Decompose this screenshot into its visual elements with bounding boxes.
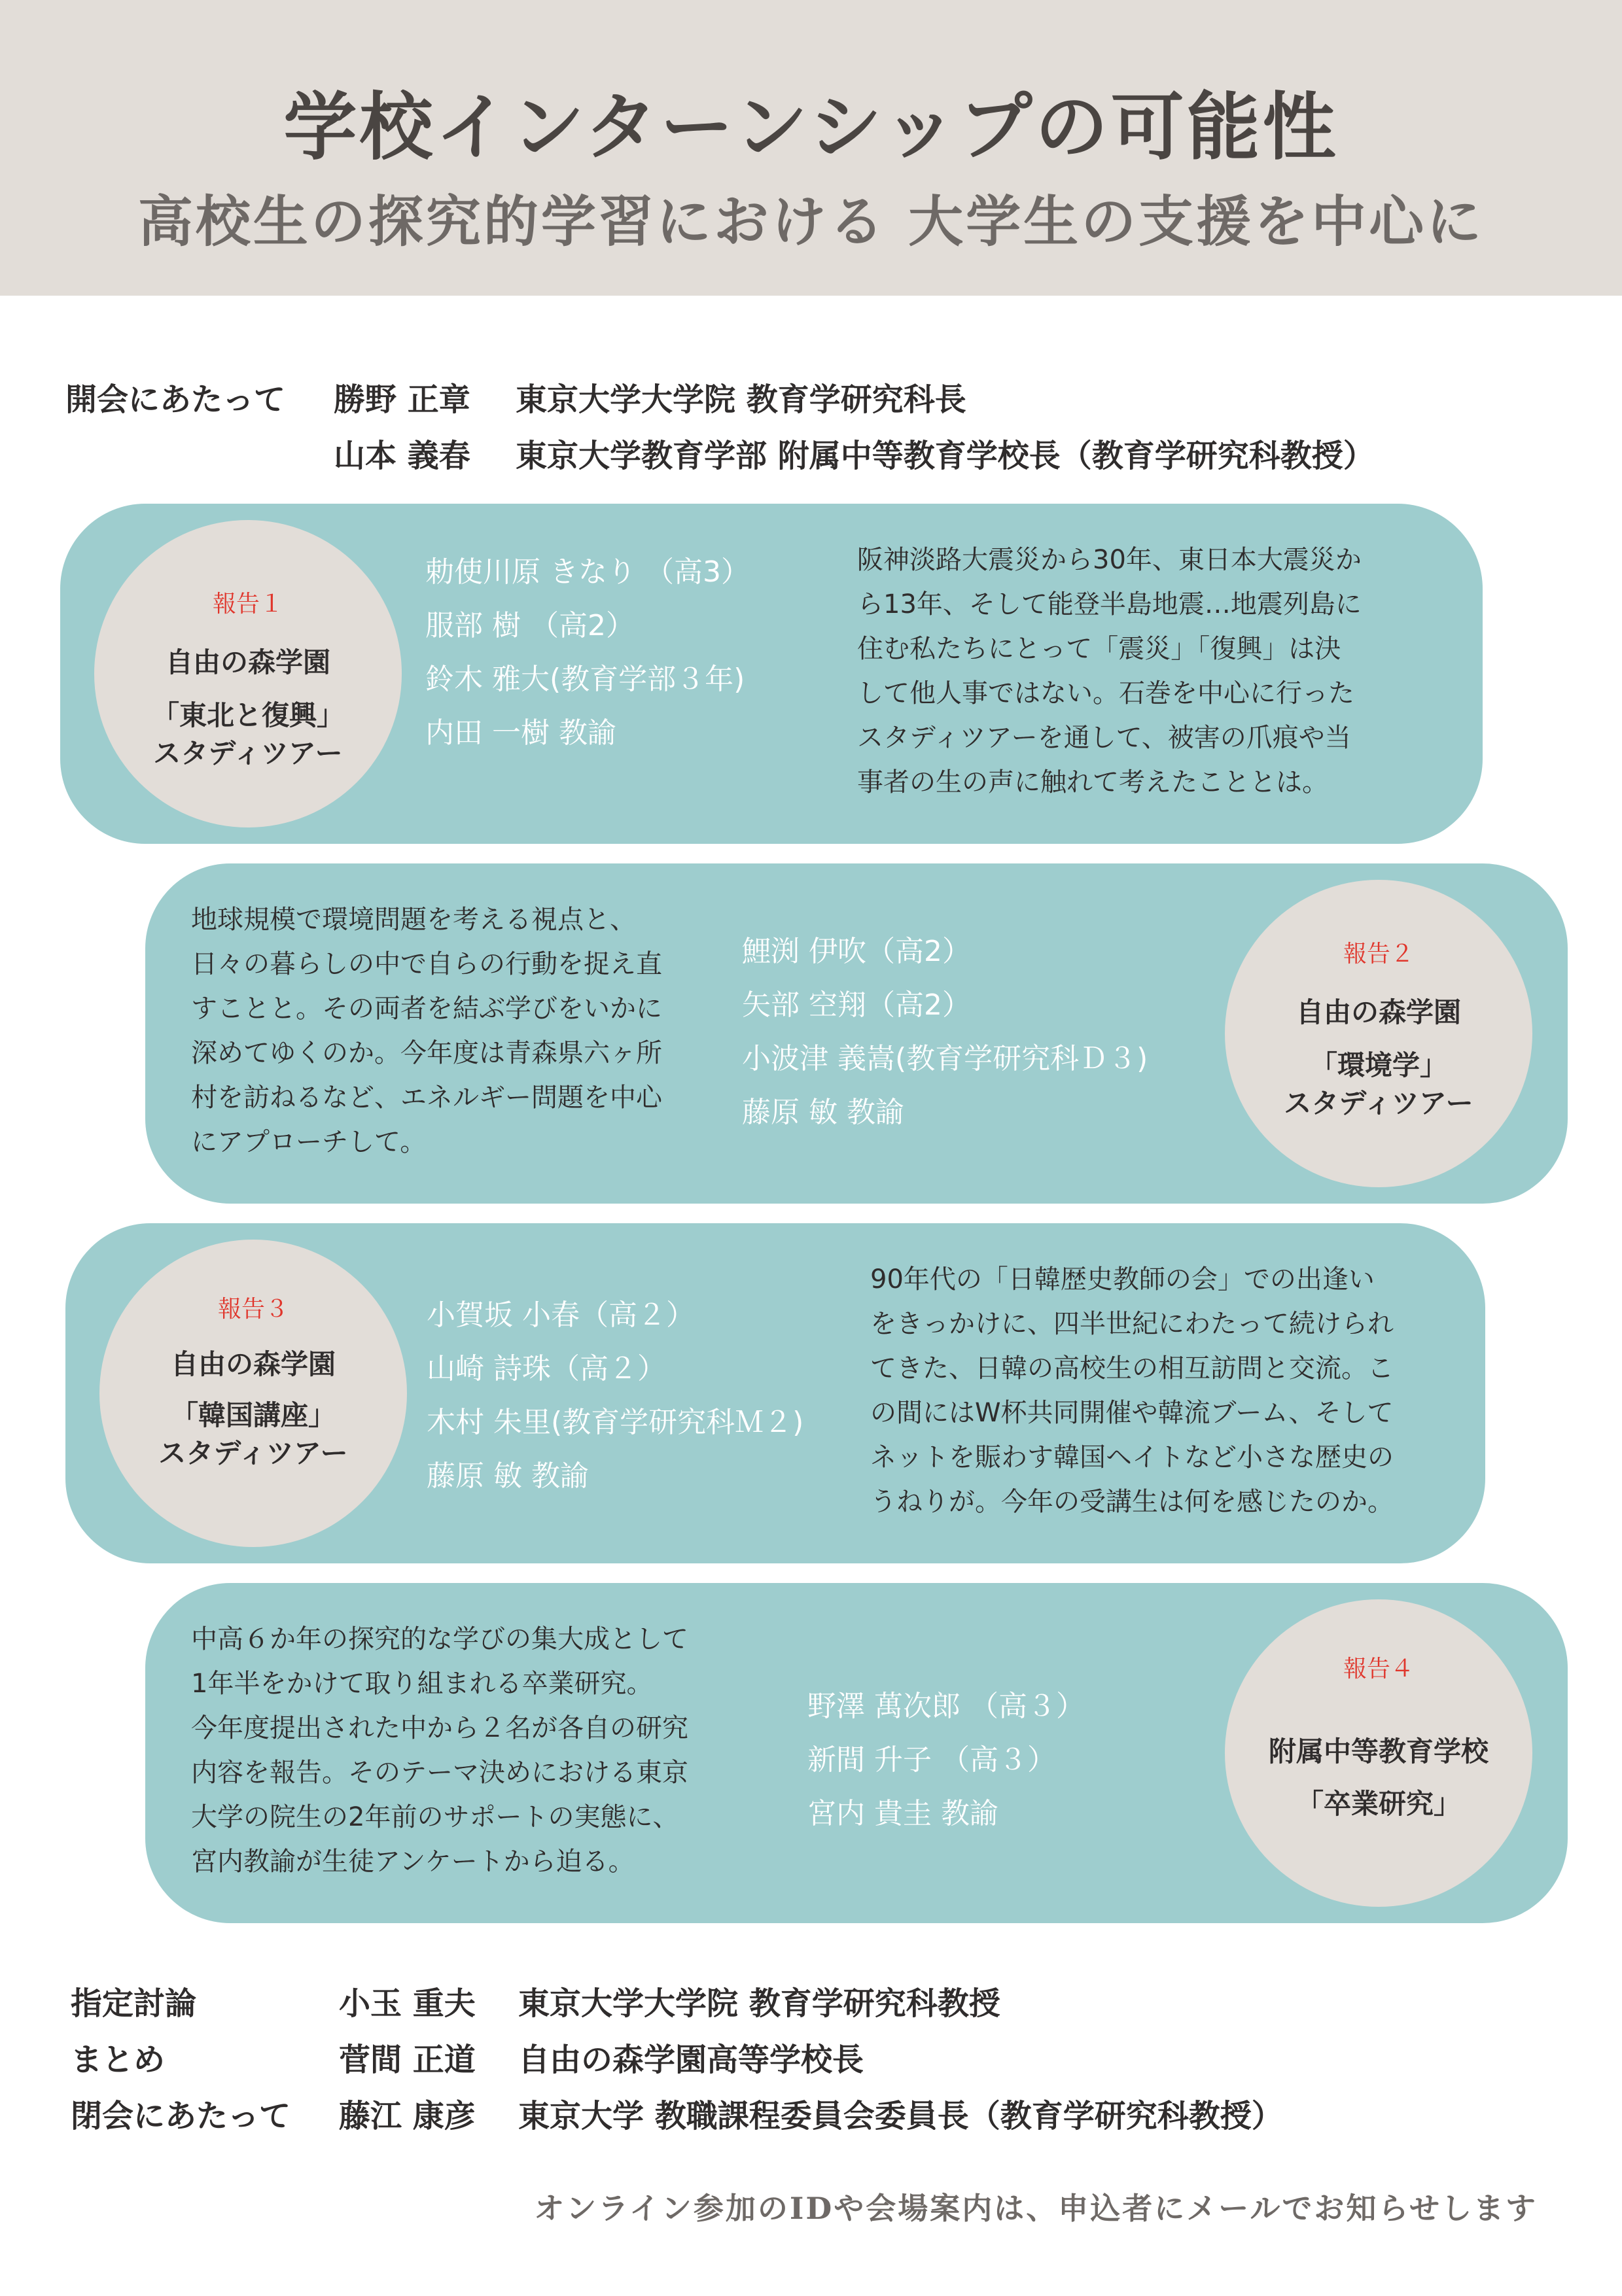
description-line: ネットを賑わす韓国ヘイトなど小さな歴史の: [870, 1442, 1394, 1472]
report-label: 報告２: [1343, 941, 1414, 967]
report-school: 自由の森学園: [170, 1348, 336, 1380]
member-name: 矢部 空翔（高2）: [742, 988, 971, 1022]
description-line: 村を訪ねるなど、エネルギー問題を中心: [191, 1083, 662, 1113]
agenda-affiliation: 東京大学 教職課程委員会委員長（教育学研究科教授）: [518, 2098, 1283, 2134]
description-line: 90年代の「日韓歴史教師の会」での出逢い: [870, 1264, 1375, 1295]
member-name: 服部 樹 （高2）: [425, 609, 635, 642]
report-description: [191, 897, 662, 1164]
description-line: 中高６か年の探究的な学びの集大成として: [191, 1624, 688, 1654]
description-line: して他人事ではない。石巻を中心に行った: [857, 678, 1354, 708]
agenda-name: 菅間 正道: [339, 2042, 476, 2078]
report-description: [857, 538, 1362, 805]
description-line: 事者の生の声に触れて考えたこととは。: [857, 767, 1328, 797]
member-name: 内田 一樹 教諭: [425, 716, 616, 750]
report-school: 自由の森学園: [165, 646, 330, 678]
report-school: 附属中等教育学校: [1268, 1735, 1489, 1767]
report-topic: スタディツアー: [153, 737, 343, 769]
agenda-affiliation: 東京大学大学院 教育学研究科教授: [518, 1985, 1000, 2022]
agenda-name: 藤江 康彦: [339, 2098, 476, 2134]
report-description: [191, 1617, 688, 1884]
description-line: 内容を報告。そのテーマ決めにおける東京: [191, 1758, 688, 1788]
report-members: [427, 1289, 803, 1503]
report-label: 報告３: [217, 1296, 289, 1323]
description-line: ら13年、そして能登半島地震…地震列島に: [857, 589, 1362, 619]
member-name: 野澤 萬次郎 （高３）: [807, 1690, 1085, 1723]
report-school: 自由の森学園: [1296, 996, 1461, 1028]
member-name: 小賀坂 小春（高２）: [427, 1298, 695, 1332]
report-topic: スタディツアー: [1284, 1087, 1473, 1119]
description-line: 阪神淡路大震災から30年、東日本大震災か: [857, 545, 1362, 575]
report-badge: [99, 1240, 407, 1547]
description-line: 住む私たちにとって「震災」「復興」は決: [857, 634, 1341, 664]
agenda-role: 閉会にあたって: [71, 2098, 291, 2134]
description-line: 1年半をかけて取り組まれる卒業研究。: [191, 1669, 653, 1699]
report-members: [425, 546, 750, 760]
page-title: 学校インターンシップの可能性: [283, 85, 1339, 170]
footer-note: オンライン参加のIDや会場案内は、申込者にメールでお知らせします: [534, 2191, 1538, 2226]
description-line: 地球規模で環境問題を考える視点と、: [191, 905, 636, 935]
description-line: スタディツアーを通して、被害の爪痕や当: [857, 723, 1351, 753]
report-topic: 「東北と復興」: [151, 699, 344, 731]
member-name: 宮内 貴圭 教諭: [807, 1797, 998, 1830]
agenda-affiliation: 東京大学大学院 教育学研究科長: [516, 381, 966, 418]
description-line: 深めてゆくのか。今年度は青森県六ヶ所: [191, 1038, 662, 1068]
description-line: 日々の暮らしの中で自らの行動を捉え直: [191, 949, 662, 979]
agenda-affiliation: 東京大学教育学部 附属中等教育学校長（教育学研究科教授）: [516, 438, 1375, 474]
report-members: [742, 925, 1148, 1139]
member-name: 勅使川原 きなり （高3）: [425, 555, 750, 589]
member-name: 鯉渕 伊吹（高2）: [742, 935, 971, 968]
agenda-name: 山本 義春: [334, 438, 470, 474]
agenda-role: 指定討論: [71, 1985, 197, 2022]
description-line: 大学の院生の2年前のサポートの実態に、: [191, 1802, 679, 1832]
report-topic: スタディツアー: [158, 1437, 348, 1469]
report-card-2: [145, 863, 1568, 1204]
agenda-role: まとめ: [71, 2042, 166, 2078]
member-name: 小波津 義嵩(教育学研究科Ｄ３): [742, 1042, 1148, 1075]
agenda-affiliation: 自由の森学園高等学校長: [518, 2042, 864, 2078]
description-line: をきっかけに、四半世紀にわたって続けられ: [870, 1309, 1394, 1339]
report-topic: 「卒業研究」: [1296, 1788, 1461, 1820]
description-line: にアプローチして。: [191, 1127, 427, 1157]
report-label: 報告４: [1343, 1656, 1414, 1682]
member-name: 藤原 敏 教諭: [427, 1459, 589, 1493]
header-banner: [0, 0, 1622, 296]
description-line: の間にはW杯共同開催や韓流ブーム、そして: [870, 1398, 1394, 1428]
report-topic: 「環境学」: [1309, 1049, 1447, 1081]
report-card-4: [145, 1583, 1568, 1923]
agenda-role: 開会にあたって: [65, 381, 286, 418]
report-badge: [94, 520, 402, 827]
member-name: 山崎 詩珠（高２）: [427, 1352, 666, 1385]
report-topic: 「韓国講座」: [170, 1399, 336, 1431]
report-members: [807, 1680, 1085, 1841]
report-badge: [1225, 1599, 1532, 1907]
description-line: てきた、日韓の高校生の相互訪問と交流。こ: [870, 1353, 1394, 1383]
member-name: 木村 朱里(教育学研究科Ｍ２): [427, 1406, 804, 1439]
report-badge: [1225, 880, 1532, 1187]
agenda-name: 勝野 正章: [334, 381, 470, 418]
description-line: 今年度提出された中から２名が各自の研究: [191, 1713, 688, 1743]
description-line: 宮内教諭が生徒アンケートから迫る。: [191, 1847, 635, 1877]
member-name: 藤原 敏 教諭: [742, 1096, 904, 1129]
member-name: 鈴木 雅大(教育学部３年): [425, 663, 745, 696]
report-description: [870, 1257, 1394, 1524]
report-card-3: [65, 1223, 1485, 1563]
report-label: 報告１: [212, 591, 283, 617]
description-line: うねりが。今年の受講生は何を感じたのか。: [870, 1487, 1394, 1517]
page-subtitle: 高校生の探究的学習における 大学生の支援を中心に: [137, 189, 1485, 254]
report-card-1: [60, 504, 1483, 844]
description-line: すことと。その両者を結ぶ学びをいかに: [191, 994, 662, 1024]
agenda-name: 小玉 重夫: [339, 1985, 476, 2022]
member-name: 新間 升子 （高３）: [807, 1743, 1056, 1777]
